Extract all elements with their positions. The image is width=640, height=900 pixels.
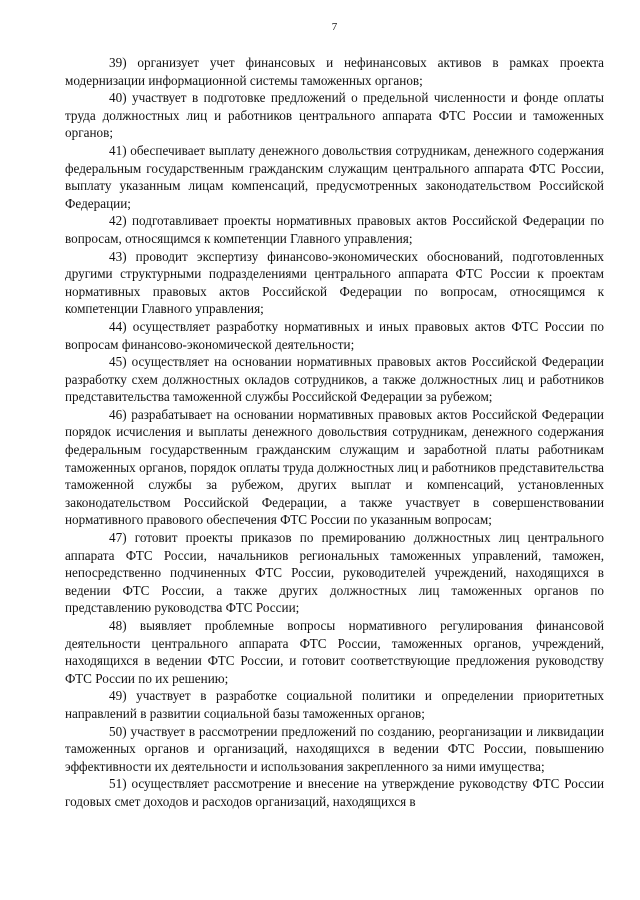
paragraph-43: 43) проводит экспертизу финансово-экономических обоснований, подготовленных другими структурными подразделениями центрального аппарата ФТС России к проектам нормативных правовых актов Российской Федерации по вопросам, относящимся к компетенции Главного управления; xyxy=(65,248,604,317)
paragraph-42: 42) подготавливает проекты нормативных правовых актов Российской Федерации по вопросам, относящимся к компетенции Главного управления; xyxy=(65,213,604,246)
paragraph-40: 40) участвует в подготовке предложений о предельной численности и фонде оплаты труда должностных лиц и работников центрального аппарата ФТС России и таможенных органов; xyxy=(65,90,604,141)
paragraph-46: 46) разрабатывает на основании нормативных правовых актов Российской Федерации порядок исчисления и выплаты денежного довольствия сотрудникам, денежного содержания федеральным государственным гражданским служащим и заработной платы работникам таможенных органов, порядок оплаты труда должностных лиц и работников представительства таможенной службы за рубежом, других выплат и компенсаций, установленных законодательством Российской Федерации, а также участвует в совершенствовании нормативного правового обеспечения ФТС России по указанным вопросам; xyxy=(65,406,604,528)
paragraph-51: 51) осуществляет рассмотрение и внесение на утверждение руководству ФТС России годовых смет доходов и расходов организаций, находящихся в xyxy=(65,776,604,809)
paragraph-47: 47) готовит проекты приказов по премированию должностных лиц центрального аппарата ФТС России, начальников региональных таможенных управлений, таможен, непосредственно подчиненных ФТС России, руководителей учреждений, находящихся в ведении ФТС России, а также других должностных лиц таможенных органов по представлению руководства ФТС России; xyxy=(65,530,604,616)
paragraph-48: 48) выявляет проблемные вопросы нормативного регулирования финансовой деятельности центрального аппарата ФТС России, таможенных органов, учреждений, находящихся в ведении ФТС России, и готовит соответствующие предложения руководству ФТС России по их решению; xyxy=(65,618,604,686)
paragraph-39: 39) организует учет финансовых и нефинансовых активов в рамках проекта модернизации информационной системы таможенных органов; xyxy=(65,55,604,88)
paragraph-49: 49) участвует в разработке социальной политики и определении приоритетных направлений в развитии социальной базы таможенных органов; xyxy=(65,688,604,721)
body-text xyxy=(65,54,604,811)
paragraph-44: 44) осуществляет разработку нормативных и иных правовых актов ФТС России по вопросам финансово-экономической деятельности; xyxy=(65,318,604,352)
page-number: 7 xyxy=(331,21,338,33)
paragraph-45: 45) осуществляет на основании нормативных правовых актов Российской Федерации разработку схем должностных окладов сотрудников, а также должностных лиц и работников представительства таможенной службы Российской Федерации за рубежом; xyxy=(65,354,604,405)
paragraph-41: 41) обеспечивает выплату денежного довольствия сотрудникам, денежного содержания федеральным государственным гражданским служащим центрального аппарата ФТС России, выплату указанным лицам компенсаций, предусмотренных законодательством Российской Федерации; xyxy=(65,142,604,211)
paragraph-50: 50) участвует в рассмотрении предложений по созданию, реорганизации и ликвидации таможенных органов и организаций, находящихся в ведении ФТС России, повышению эффективности их деятельности и использования закрепленного за ними имущества; xyxy=(65,723,604,774)
